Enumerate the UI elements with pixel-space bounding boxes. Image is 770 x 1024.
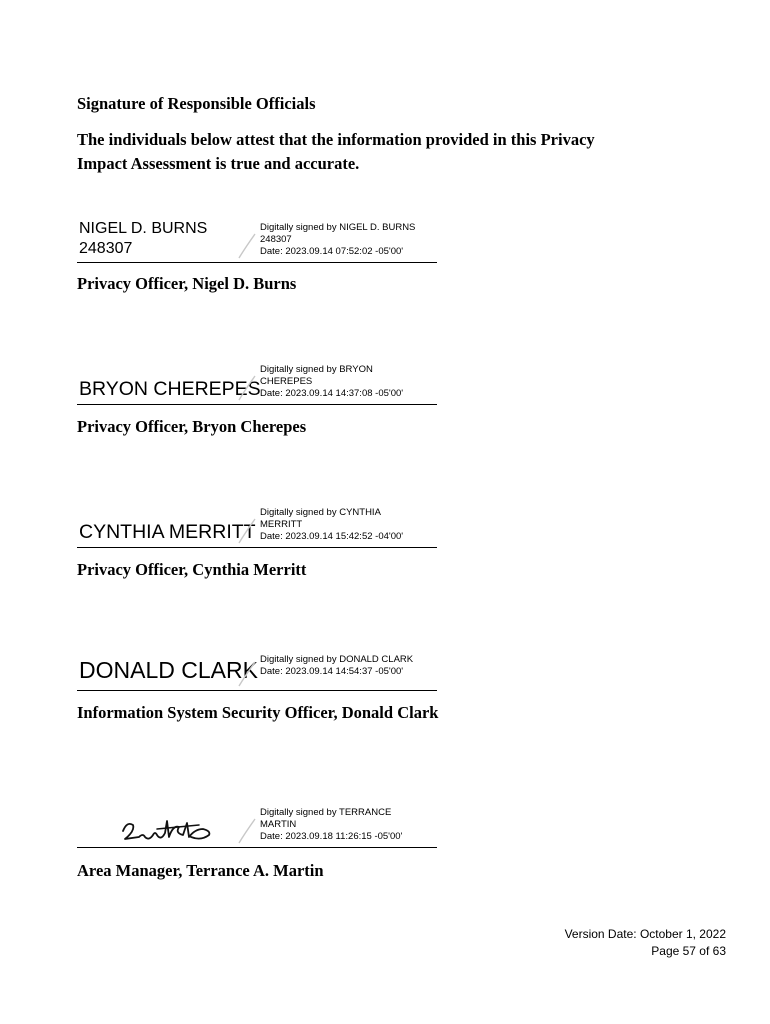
signature-metadata: Digitally signed by DONALD CLARK Date: 2023.09.14 14:54:37 -05'00' [260,654,414,677]
signer-role: Privacy Officer, Bryon Cherepes [77,417,307,436]
signature-mark-icon [235,374,259,402]
page-number: Page 57 of 63 [651,944,726,958]
signature-field-merritt[interactable] [77,499,437,548]
signature-field-cherepes[interactable] [77,356,437,405]
signer-role: Information System Security Officer, Donald Clark [77,703,439,722]
handwritten-signature-icon [117,815,217,843]
intro-line-2: Impact Assessment is true and accurate. [77,154,360,173]
signature-mark-icon [235,817,259,845]
signer-name: NIGEL D. BURNS 248307 [79,220,208,257]
section-title: Signature of Responsible Officials [77,94,316,113]
signature-field-burns[interactable] [77,214,437,263]
page-footer [565,926,726,960]
signature-mark-icon [235,660,259,688]
signature-metadata: Digitally signed by BRYON CHEREPES Date: 2023.09.14 14:37:08 -05'00' [260,364,404,399]
signer-name: CYNTHIA MERRITT [79,521,256,543]
signature-mark-icon [235,517,259,545]
signature-metadata: Digitally signed by CYNTHIA MERRITT Date: 2023.09.14 15:42:52 -04'00' [260,507,404,542]
signer-role: Privacy Officer, Nigel D. Burns [77,274,297,293]
signature-metadata: Digitally signed by NIGEL D. BURNS 248307 Date: 2023.09.14 07:52:02 -05'00' [260,222,416,257]
signature-field-clark[interactable] [77,642,437,691]
signer-role: Privacy Officer, Cynthia Merritt [77,560,307,579]
signer-role: Area Manager, Terrance A. Martin [77,861,324,880]
signature-mark-icon [235,232,259,260]
intro-line-1: The individuals below attest that the information provided in this Privacy [77,130,595,149]
signer-name: BRYON CHEREPES [79,378,261,400]
signature-metadata: Digitally signed by TERRANCE MARTIN Date: 2023.09.18 11:26:15 -05'00' [260,807,403,842]
signer-name: DONALD CLARK [79,657,258,683]
intro-paragraph [77,128,677,176]
version-date: Version Date: October 1, 2022 [564,927,726,941]
signature-field-martin[interactable] [77,799,437,848]
